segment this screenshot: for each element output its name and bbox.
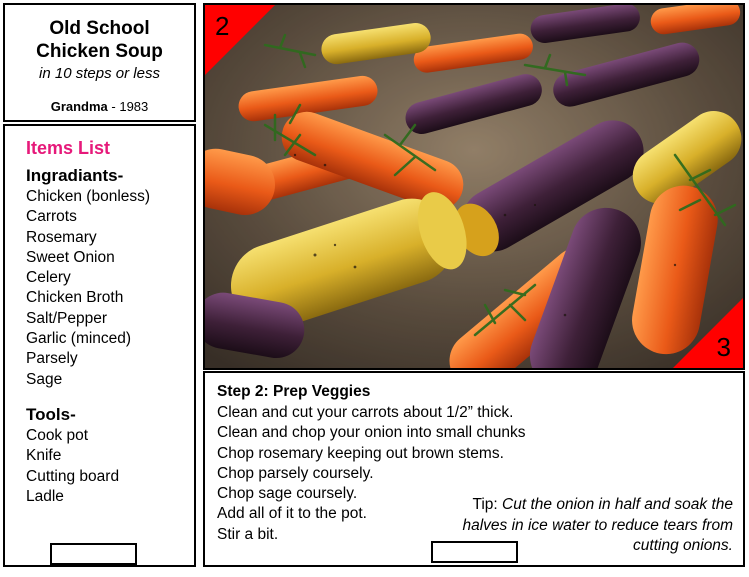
recipe-subtitle: in 10 steps or less: [39, 65, 160, 82]
step-line: Chop sage coursely.: [217, 485, 358, 503]
ingredient-item: Chicken Broth: [26, 289, 124, 307]
ingredient-item: Sweet Onion: [26, 248, 115, 266]
ingredient-item: Parsely: [26, 350, 78, 368]
ingredient-item: Chicken (bonless): [26, 188, 151, 205]
step-line: Chop parsely coursely.: [217, 464, 374, 482]
step-line: Clean and cut your carrots about 1/2” thick.: [217, 404, 514, 421]
items-list-panel: [3, 124, 196, 567]
step-blank-box[interactable]: [431, 541, 518, 563]
step-number-current: 2: [215, 11, 230, 41]
recipe-title-card: [3, 3, 196, 122]
step-line: Stir a bit.: [217, 525, 279, 543]
ingredient-item: Carrots: [26, 208, 77, 226]
step-title: Step 2: Prep Veggies: [217, 383, 371, 400]
ingredient-item: Salt/Pepper: [26, 309, 107, 327]
step-number-next[interactable]: 3: [716, 332, 731, 362]
items-blank-box[interactable]: [50, 543, 137, 565]
items-list-heading: Items List: [26, 138, 111, 158]
recipe-author-line: [5, 99, 194, 114]
roasted-vegetables-photo: [205, 5, 743, 368]
step-line: Chop rosemary keeping out brown stems.: [217, 444, 504, 462]
tools-heading: Tools-: [26, 404, 76, 424]
tip-text: Cut the onion in half and soak the halves in ice water to reduce tears from cutting onions.: [462, 496, 733, 554]
tools-list: [26, 426, 194, 507]
step-line: Clean and chop your onion into small chunks: [217, 424, 526, 442]
step-instructions-panel: [203, 371, 745, 567]
ingredients-heading: Ingradiants-: [26, 166, 124, 185]
recipe-year: - 1983: [111, 99, 149, 114]
tool-item: Cutting board: [26, 467, 120, 485]
tool-item: Cook pot: [26, 426, 89, 444]
ingredients-list: [26, 187, 194, 390]
ingredient-item: Celery: [26, 269, 71, 287]
ingredient-item: Sage: [26, 370, 63, 388]
ingredient-item: Rosemary: [26, 228, 97, 246]
tip-label: Tip:: [472, 496, 498, 513]
tool-item: Ladle: [26, 487, 64, 505]
ingredient-item: Garlic (minced): [26, 330, 132, 348]
tool-item: Knife: [26, 447, 62, 465]
step-photo-panel: [203, 3, 745, 370]
step-line: Add all of it to the pot.: [217, 505, 367, 523]
recipe-title-line-1: Old School: [49, 18, 150, 39]
recipe-title-line-2: Chicken Soup: [36, 41, 163, 62]
recipe-author: Grandma: [50, 99, 108, 114]
